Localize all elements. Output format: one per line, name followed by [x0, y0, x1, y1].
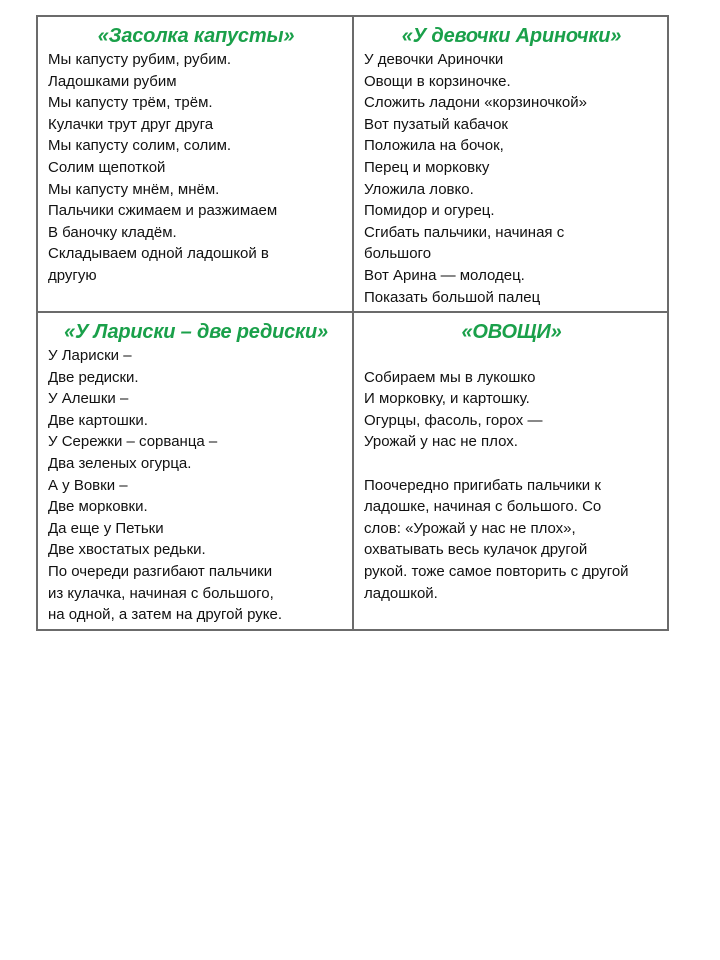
verse-line: Урожай у нас не плох.	[364, 433, 518, 451]
rhymes-table	[36, 15, 669, 631]
verse-line: А у Вовки –	[48, 476, 128, 494]
verse-line: У Лариски –	[48, 347, 132, 364]
verse-line: У Сережки – сорванца –	[48, 433, 218, 451]
verse-line: Уложила ловко.	[364, 180, 474, 198]
verse-line: на одной, а затем на другой руке.	[48, 606, 282, 624]
verse-line: Показать большой палец	[364, 288, 541, 306]
verse-line: Две хвостатых редьки.	[48, 541, 206, 559]
verse-line: Складываем одной ладошкой в	[48, 245, 269, 263]
cell-zasolka-kapusty	[37, 16, 353, 312]
verse-line: Мы капусту трём, трём.	[48, 94, 213, 112]
verse-line: Положила на бочок,	[364, 137, 504, 155]
cell-title: «У девочки Ариночки»	[401, 25, 622, 47]
verse-line: Сложить ладони «корзиночкой»	[364, 94, 587, 112]
verse-line: Кулачки трут друг друга	[48, 115, 214, 133]
cell-u-devochki-arinochki	[353, 16, 668, 312]
verse	[48, 49, 344, 287]
verse-line: Мы капусту мнём, мнём.	[48, 180, 220, 198]
verse-line: Помидор и огурец.	[364, 202, 495, 220]
blank-line	[364, 453, 659, 475]
verse-line: Да еще у Петьки	[48, 519, 164, 537]
verse-line: Солим щепоткой	[48, 158, 166, 176]
verse-line: По очереди разгибают пальчики	[48, 562, 273, 580]
verse-line: Две редиски.	[48, 368, 139, 386]
verse-line: большого	[364, 245, 432, 263]
verse-line: Две морковки.	[48, 498, 148, 516]
verse-line: из кулачка, начиная с большого,	[48, 584, 274, 602]
verse-line: Вот Арина — молодец.	[364, 266, 525, 284]
verse-line: Вот пузатый кабачок	[364, 115, 508, 133]
instruction-line: ладошке, начиная с большого. Со	[364, 498, 602, 516]
table-row	[37, 16, 668, 312]
verse-line: Огурцы, фасоль, горох —	[364, 411, 543, 429]
verse	[364, 49, 659, 308]
verse-line: другую	[48, 266, 97, 284]
instruction-line: ладошкой.	[364, 584, 438, 602]
cell-title: «ОВОЩИ»	[461, 321, 562, 343]
verse-line: Мы капусту солим, солим.	[48, 137, 232, 155]
instruction-line: Поочередно пригибать пальчики к	[364, 476, 601, 494]
instruction-line: охватывать весь кулачок другой	[364, 541, 588, 559]
table-row	[37, 312, 668, 630]
verse-line: Перец и морковку	[364, 158, 490, 176]
verse-line: У девочки Ариночки	[364, 51, 504, 68]
verse-line: Собираем мы в лукошко	[364, 368, 536, 386]
verse	[364, 345, 659, 604]
blank-line	[364, 345, 659, 367]
verse-line: Сгибать пальчики, начиная с	[364, 223, 565, 241]
verse-line: Две картошки.	[48, 411, 148, 429]
instruction-line: рукой. тоже самое повторить с другой	[364, 562, 629, 580]
cell-ovoshchi	[353, 312, 668, 630]
cell-title: «Засолка капусты»	[97, 25, 295, 47]
verse-line: Пальчики сжимаем и разжимаем	[48, 202, 278, 220]
cell-title: «У Лариски – две редиски»	[64, 321, 328, 343]
verse	[48, 345, 344, 626]
cell-u-lariski	[37, 312, 353, 630]
verse-line: И морковку, и картошку.	[364, 390, 530, 408]
instruction-line: слов: «Урожай у нас не плох»,	[364, 519, 576, 537]
verse-line: Овощи в корзиночке.	[364, 72, 511, 90]
verse-line: Мы капусту рубим, рубим.	[48, 51, 232, 68]
verse-line: Два зеленых огурца.	[48, 454, 192, 472]
verse-line: Ладошками рубим	[48, 72, 177, 90]
verse-line: У Алешки –	[48, 390, 129, 408]
verse-line: В баночку кладём.	[48, 223, 177, 241]
